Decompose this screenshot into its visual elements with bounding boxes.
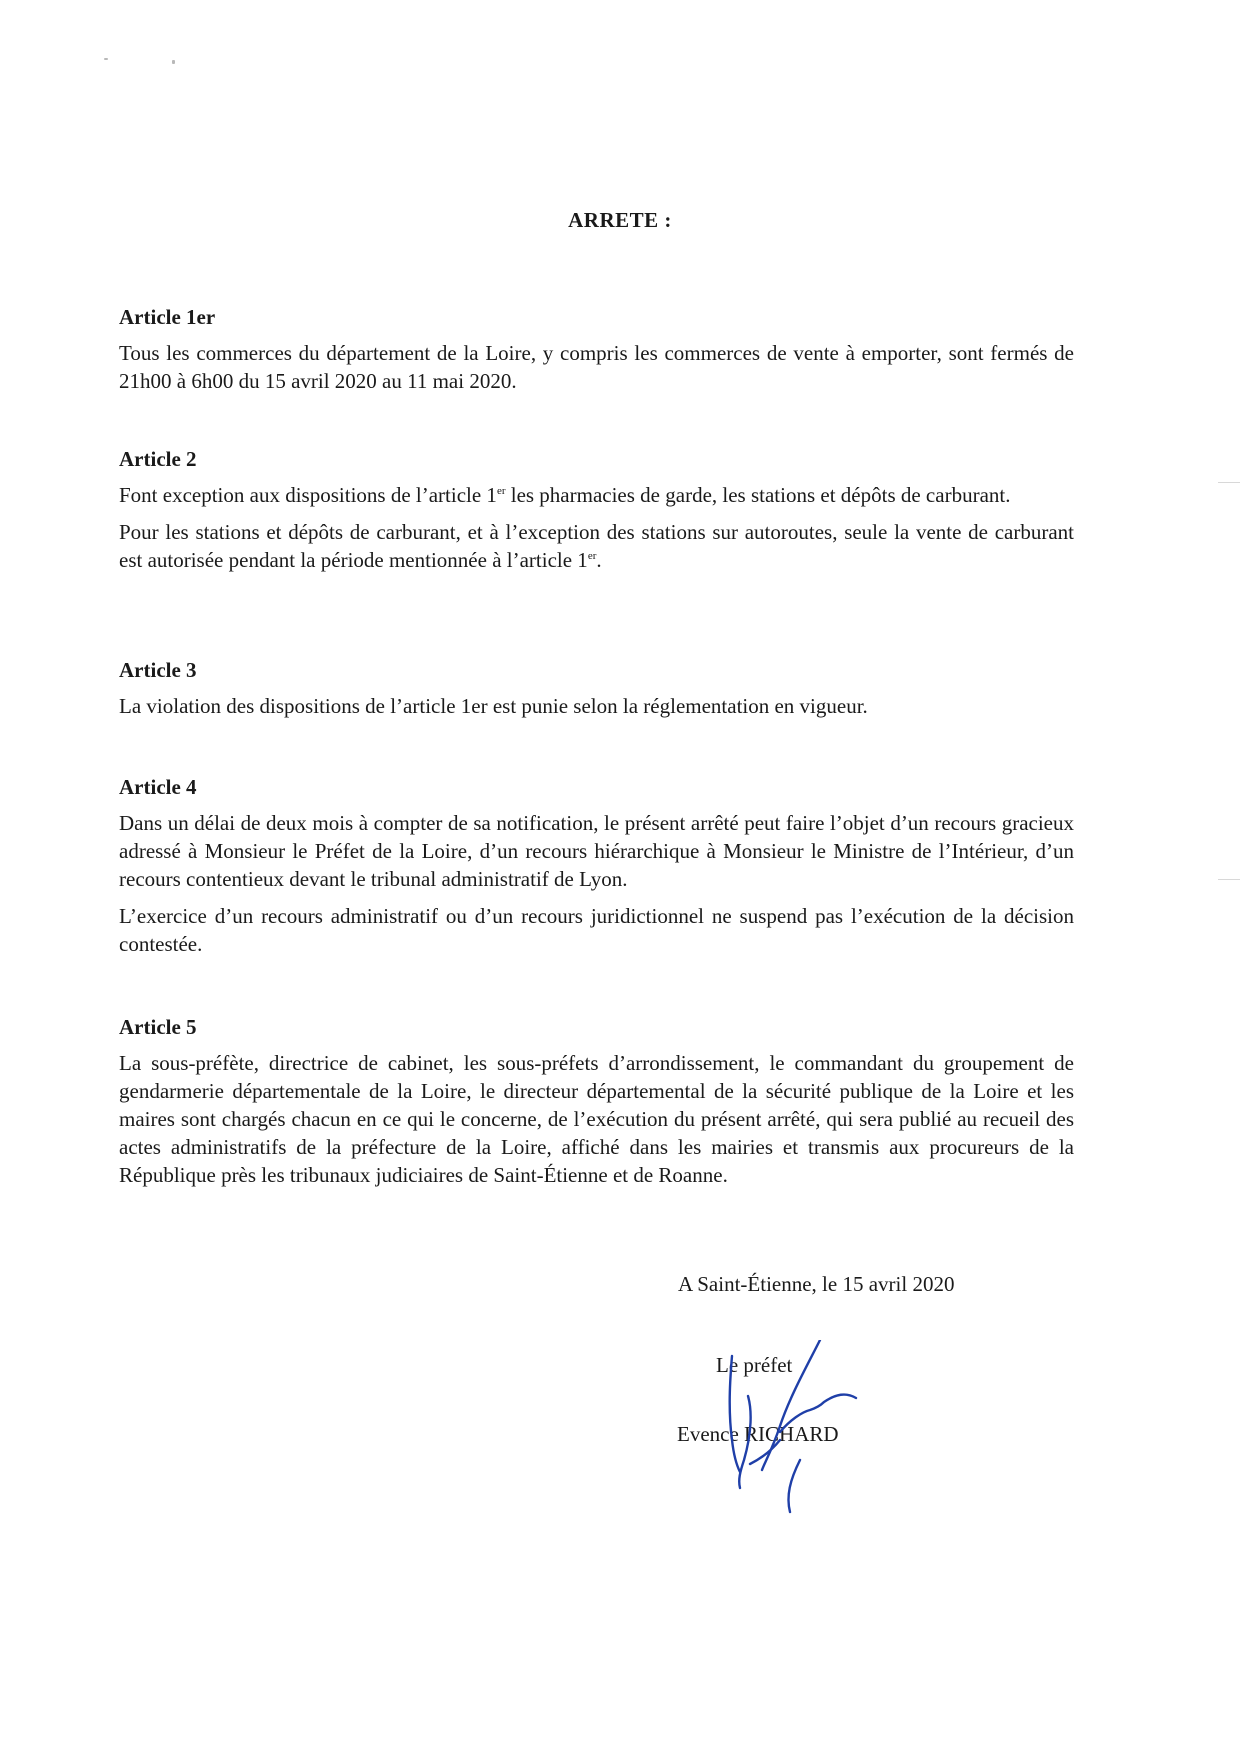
article-2 <box>119 446 1074 583</box>
signature-block <box>640 1340 900 1520</box>
scan-edge-mark <box>1218 879 1240 880</box>
document-title: ARRETE : <box>568 208 672 232</box>
handwritten-signature <box>640 1340 900 1520</box>
article-5 <box>119 1014 1074 1198</box>
article-paragraph: La sous-préfète, directrice de cabinet, les sous-préfets d’arrondissement, le commandant du groupement de gendarmerie départementale de la Loire, le directeur départemental de la sécurité publique de la Loire et les maires sont chargés chacun en ce qui le concerne, de l’exécution du présent arrêté, qui sera publié au recueil des actes administratifs de la préfecture de la Loire, affiché dans les mairies et transmis aux procureurs de la République près les tribunaux judiciaires de Saint-Étienne et de Roanne. <box>119 1051 1074 1187</box>
article-4 <box>119 774 1074 967</box>
place-date: A Saint-Étienne, le 15 avril 2020 <box>678 1272 955 1296</box>
article-paragraph: Pour les stations et dépôts de carburant, et à l’exception des stations sur autoroutes, seule la vente de carburant est autorisée pendant la période mentionnée à l’article 1er. <box>119 520 1074 572</box>
article-heading: Article 5 <box>119 1015 197 1039</box>
scan-speck <box>172 60 175 64</box>
article-heading: Article 3 <box>119 658 197 682</box>
article-heading: Article 2 <box>119 447 197 471</box>
article-3 <box>119 657 1074 729</box>
article-paragraph: La violation des dispositions de l’article 1er est punie selon la réglementation en vigueur. <box>119 694 868 718</box>
article-paragraph: Dans un délai de deux mois à compter de sa notification, le présent arrêté peut faire l’objet d’un recours gracieux adressé à Monsieur le Préfet de la Loire, d’un recours hiérarchique à Monsieur le Ministre de l’Intérieur, d’un recours contentieux devant le tribunal administratif de Lyon. <box>119 811 1074 891</box>
article-heading: Article 1er <box>119 305 216 329</box>
article-1 <box>119 304 1074 404</box>
scan-speck <box>104 58 108 60</box>
article-paragraph: L’exercice d’un recours administratif ou d’un recours juridictionnel ne suspend pas l’exécution de la décision contestée. <box>119 904 1074 956</box>
signatory-name: Evence RICHARD <box>677 1422 839 1446</box>
scan-edge-mark <box>1218 482 1240 483</box>
article-paragraph: Font exception aux dispositions de l’article 1er les pharmacies de garde, les stations et dépôts de carburant. <box>119 483 1011 507</box>
article-heading: Article 4 <box>119 775 197 799</box>
article-paragraph: Tous les commerces du département de la Loire, y compris les commerces de vente à emporter, sont fermés de 21h00 à 6h00 du 15 avril 2020 au 11 mai 2020. <box>119 341 1074 393</box>
signatory-role: Le préfet <box>716 1353 793 1377</box>
